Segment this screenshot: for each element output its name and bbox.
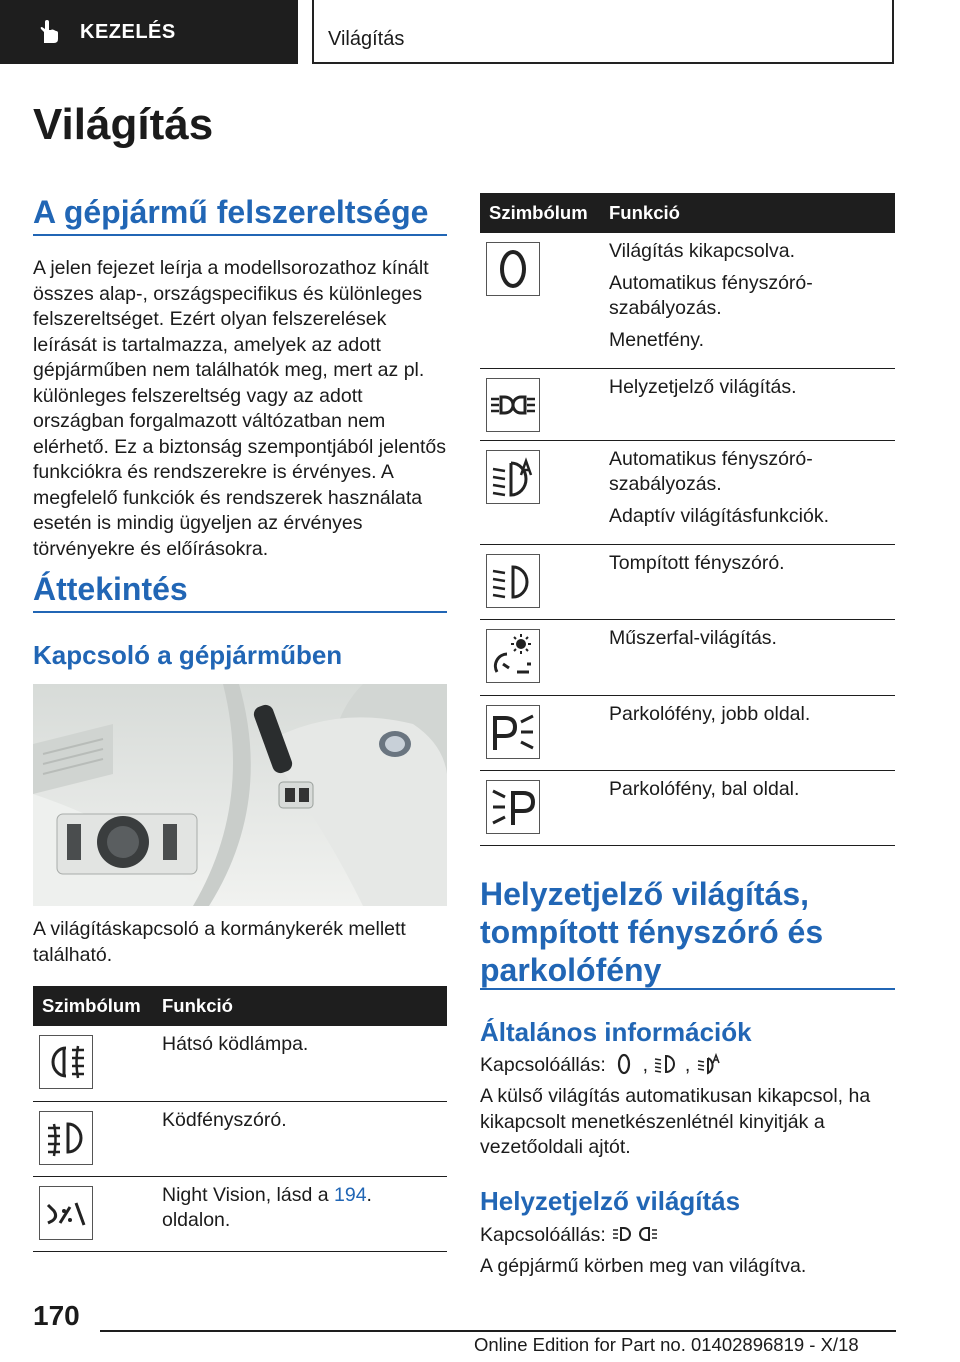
switch-zero-icon — [611, 1052, 637, 1076]
table-row — [480, 441, 895, 545]
function-text: Automatikus fényszóró-szabályozás. — [609, 272, 813, 319]
function-cell — [600, 620, 895, 696]
light-switch-photo — [33, 684, 447, 906]
table-row — [480, 620, 895, 696]
function-text: . oldalon. — [162, 1183, 372, 1231]
breadcrumb-label: Világítás — [328, 28, 405, 50]
switch-caption: A világításkapcsoló a kormánykerék mellett található. — [33, 918, 406, 966]
section-tab-label: KEZELÉS — [80, 20, 176, 43]
parking-lights-icon — [486, 378, 540, 432]
function-text: Menetfény. — [609, 329, 705, 351]
night-vision-icon — [39, 1186, 93, 1240]
subheading-switch: Kapcsoló a gépjárműben — [33, 640, 343, 670]
section-tab[interactable] — [0, 0, 298, 64]
left-symbol-table — [33, 986, 447, 1252]
section-heading-overview: Áttekintés — [33, 571, 188, 607]
table-row — [480, 696, 895, 771]
function-text: Világítás kikapcsolva. — [609, 240, 796, 262]
function-text: Night Vision, lásd a — [162, 1183, 334, 1206]
function-text: Parkolófény, bal oldal. — [609, 778, 800, 800]
table-row — [480, 369, 895, 441]
function-text: Tompított fényszóró. — [609, 552, 785, 574]
right-symbol-table — [480, 193, 895, 846]
function-text: Hátsó ködlámpa. — [162, 1033, 309, 1055]
function-cell — [153, 1026, 447, 1101]
hand-pointer-icon — [36, 19, 62, 45]
parking-lights-icon — [611, 1222, 659, 1246]
auto-headlight-icon — [696, 1052, 722, 1076]
section-heading-equipment: A gépjármű felszereltsége — [33, 194, 429, 230]
column-header-function: Funkció — [600, 193, 895, 233]
subheading-parking-lights: Helyzetjelző világítás — [480, 1186, 741, 1216]
heading-rule — [33, 611, 447, 613]
column-header-symbol: Szimbólum — [33, 986, 153, 1026]
section-heading-parking-lights: Helyzetjelző világítás, tompított fényszóró és parkolófény — [480, 876, 824, 988]
subheading-general-info: Általános információk — [480, 1017, 752, 1047]
switch-position-label: Kapcsolóállás: — [480, 1054, 606, 1076]
rear-fog-lamp-icon — [39, 1035, 93, 1089]
table-row — [33, 1101, 447, 1176]
auto-headlight-icon — [486, 450, 540, 504]
footer-edition: Online Edition for Part no. 01402896819 - X/18 — [474, 1334, 859, 1355]
general-info-paragraph: A külső világítás automatikusan kikapcsol, ha kikapcsolt menetkészenlétnél kinyitják a vezetőoldali ajtót. — [480, 1085, 871, 1158]
function-cell — [600, 771, 895, 846]
function-text: Parkolófény, jobb oldal. — [609, 703, 811, 725]
function-text: Ködfényszóró. — [162, 1108, 287, 1131]
switch-position-label: Kapcsolóállás: — [480, 1224, 606, 1246]
switch-position-line: Kapcsolóállás: , , — [480, 1052, 896, 1079]
switch-zero-icon — [486, 242, 540, 296]
page-number: 170 — [33, 1300, 80, 1331]
function-cell — [600, 696, 895, 771]
function-cell — [600, 441, 895, 545]
function-text: Adaptív világításfunkciók. — [609, 505, 830, 527]
breadcrumb — [312, 0, 894, 64]
function-text: Automatikus fényszóró-szabályozás. — [609, 448, 813, 495]
function-cell — [600, 233, 895, 369]
parking-lights-paragraph: A gépjármű körben meg van világítva. — [480, 1255, 807, 1277]
low-beam-icon — [653, 1052, 679, 1076]
table-row — [33, 1176, 447, 1251]
table-row — [480, 771, 895, 846]
function-text: Műszerfal-világítás. — [609, 627, 777, 649]
footer-rule — [100, 1330, 896, 1332]
function-text: Helyzetjelző világítás. — [609, 376, 797, 398]
page-link[interactable]: 194 — [334, 1183, 367, 1206]
table-row — [33, 1026, 447, 1101]
function-cell — [600, 545, 895, 620]
parking-light-right-icon — [486, 705, 540, 759]
front-fog-lamp-icon — [39, 1111, 93, 1165]
parking-switch-line — [480, 1222, 896, 1249]
heading-rule — [480, 988, 895, 990]
heading-rule — [33, 234, 447, 236]
page-title: Világítás — [33, 100, 214, 149]
low-beam-icon — [486, 554, 540, 608]
function-cell — [600, 369, 895, 441]
parking-light-left-icon — [486, 780, 540, 834]
instrument-lighting-icon — [486, 629, 540, 683]
table-row — [480, 545, 895, 620]
column-header-function: Funkció — [153, 986, 447, 1026]
column-header-symbol: Szimbólum — [480, 193, 600, 233]
equipment-paragraph: A jelen fejezet leírja a modellsorozathoz kínált összes alap-, országspecifikus és különleges felszereltséget. Ezért olyan felszerelések leírását is tartalmazza, amelyek az adott gépjárműben nem találhatók meg, mert az pl. különleges felszereltség vagy az adott országban forgalmazott váltózatban nem elérhető. Ez a biztonság szempontjából jelentős funkciókra és rendszerekre is érvényes. A megfelelő funkciók és rendszerek használata esetén is mindig ügyeljen az érvényes törvényekre és előírásokra. — [33, 257, 447, 560]
function-cell — [153, 1176, 447, 1251]
table-row — [480, 233, 895, 369]
function-cell — [153, 1101, 447, 1176]
